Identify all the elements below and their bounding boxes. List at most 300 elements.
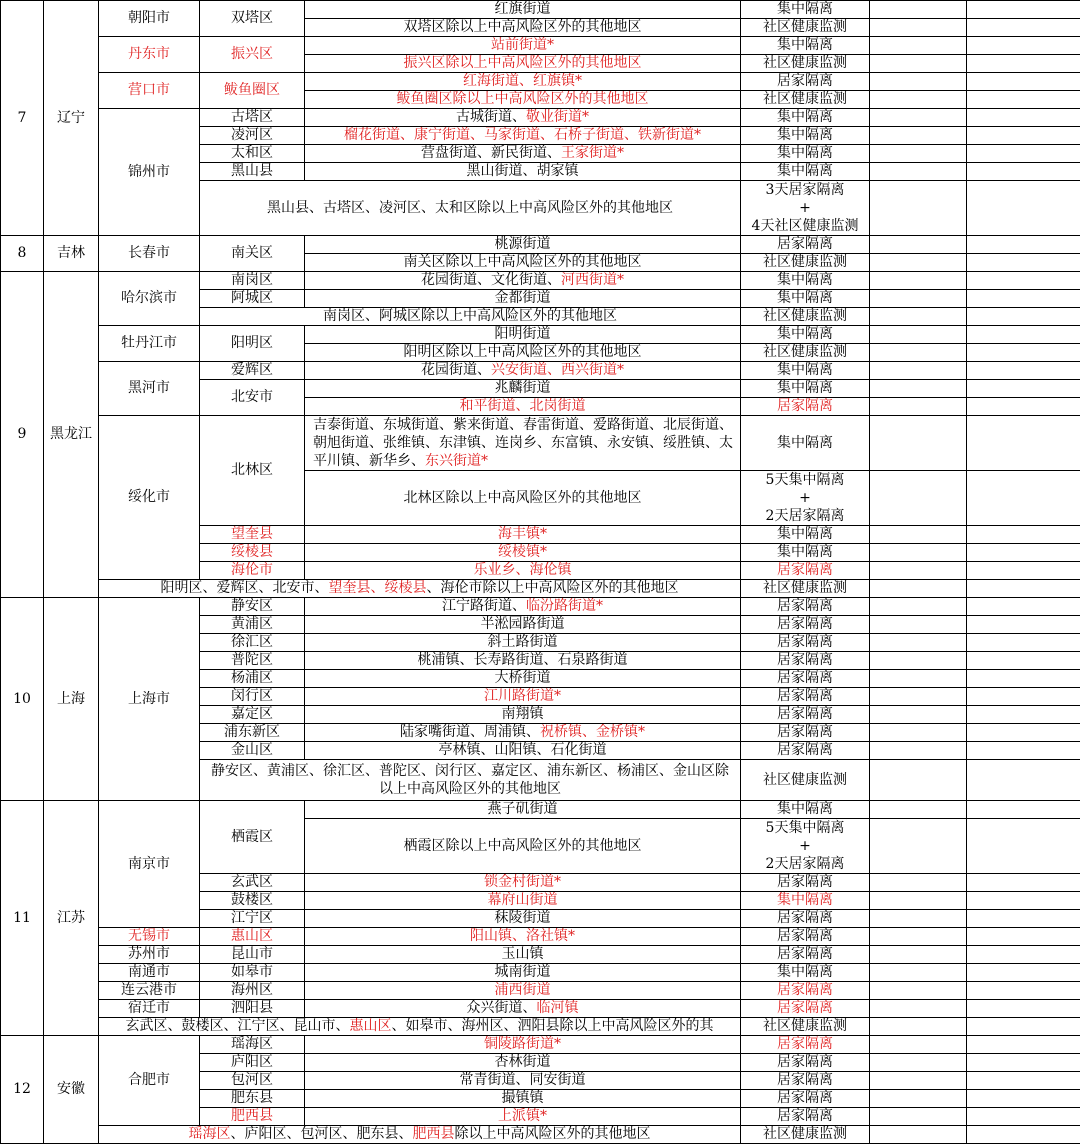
control-measure: 集中隔离 <box>741 544 870 562</box>
area: 兆麟街道 <box>305 380 741 398</box>
empty-cell <box>967 416 1080 471</box>
control-measure: 社区健康监测 <box>741 308 870 326</box>
control-measure: 集中隔离 <box>741 380 870 398</box>
area: 燕子矶街道 <box>305 801 741 819</box>
city: 合肥市 <box>99 1036 200 1126</box>
empty-cell <box>967 236 1080 254</box>
high-risk-text: 临汾路街道* <box>526 598 603 614</box>
empty-cell <box>967 688 1080 706</box>
table-row <box>1 964 1080 982</box>
empty-cell <box>870 652 967 670</box>
empty-cell <box>870 801 967 819</box>
table-row <box>1 236 1080 254</box>
province: 黑龙江 <box>44 272 99 598</box>
district: 黑山县 <box>200 163 305 181</box>
empty-cell <box>870 1000 967 1018</box>
area: 红旗街道 <box>305 1 741 19</box>
district: 阳明区 <box>200 326 305 362</box>
district: 嘉定区 <box>200 706 305 724</box>
area <box>305 874 741 892</box>
district: 振兴区 <box>200 37 305 73</box>
row-number: 7 <box>1 1 44 236</box>
district: 泗阳县 <box>200 1000 305 1018</box>
empty-cell <box>870 1072 967 1090</box>
area: 众兴街道、临河镇 <box>305 1000 741 1018</box>
area: 黑山街道、胡家镇 <box>305 163 741 181</box>
area: 半淞园路街道 <box>305 616 741 634</box>
control-measure: 社区健康监测 <box>741 760 870 801</box>
area <box>305 892 741 910</box>
empty-cell <box>967 380 1080 398</box>
control-measure: 居家隔离 <box>741 398 870 416</box>
area: 古城街道、敬业街道* <box>305 109 741 127</box>
empty-cell <box>870 1108 967 1126</box>
district: 昆山市 <box>200 946 305 964</box>
area: 江宁路街道、临汾路街道* <box>305 598 741 616</box>
area <box>305 1108 741 1126</box>
city: 绥化市 <box>99 416 200 580</box>
empty-cell <box>870 344 967 362</box>
empty-cell <box>967 344 1080 362</box>
control-measure: 居家隔离 <box>741 946 870 964</box>
empty-cell <box>967 580 1080 598</box>
district: 静安区 <box>200 598 305 616</box>
area <box>305 688 741 706</box>
control-measure: 居家隔离 <box>741 706 870 724</box>
district: 庐阳区 <box>200 1054 305 1072</box>
empty-cell <box>967 1126 1080 1144</box>
empty-cell <box>967 398 1080 416</box>
table-row <box>1 37 1080 55</box>
control-measure: 居家隔离 <box>741 236 870 254</box>
empty-cell <box>870 380 967 398</box>
city: 南通市 <box>99 964 200 982</box>
control-measure: 5天集中隔离 + 2天居家隔离 <box>741 819 870 874</box>
high-risk-text: 河西街道* <box>561 272 624 288</box>
high-risk-text: 阳山镇、洛社镇* <box>470 928 575 944</box>
empty-cell <box>870 55 967 73</box>
area: 南岗区、阿城区除以上中高风险区外的其他地区 <box>200 308 741 326</box>
city: 牡丹江市 <box>99 326 200 362</box>
district: 瑶海区 <box>200 1036 305 1054</box>
empty-cell <box>870 127 967 145</box>
empty-cell <box>870 181 967 236</box>
table-row <box>1 272 1080 290</box>
empty-cell <box>870 1054 967 1072</box>
district: 古塔区 <box>200 109 305 127</box>
table-row <box>1 1126 1080 1144</box>
empty-cell <box>967 1036 1080 1054</box>
control-measure: 社区健康监测 <box>741 254 870 272</box>
table-row <box>1 326 1080 344</box>
empty-cell <box>967 109 1080 127</box>
area: 营盘街道、新民街道、王家街道* <box>305 145 741 163</box>
district: 鲅鱼圈区 <box>200 73 305 109</box>
empty-cell <box>870 145 967 163</box>
district: 双塔区 <box>200 1 305 37</box>
empty-cell <box>870 760 967 801</box>
empty-cell <box>967 362 1080 380</box>
area <box>305 982 741 1000</box>
empty-cell <box>967 1018 1080 1036</box>
area: 桃源街道 <box>305 236 741 254</box>
control-measure: 居家隔离 <box>741 1054 870 1072</box>
control-measure: 居家隔离 <box>741 652 870 670</box>
empty-cell <box>967 55 1080 73</box>
empty-cell <box>967 145 1080 163</box>
empty-cell <box>870 946 967 964</box>
control-measure: 集中隔离 <box>741 362 870 380</box>
control-measure: 集中隔离 <box>741 964 870 982</box>
area <box>305 398 741 416</box>
empty-cell <box>870 19 967 37</box>
control-measure: 5天集中隔离 + 2天居家隔离 <box>741 471 870 526</box>
empty-cell <box>967 1090 1080 1108</box>
empty-cell <box>967 874 1080 892</box>
empty-cell <box>870 362 967 380</box>
city: 长春市 <box>99 236 200 272</box>
empty-cell <box>967 91 1080 109</box>
area: 玉山镇 <box>305 946 741 964</box>
province: 吉林 <box>44 236 99 272</box>
area: 秣陵街道 <box>305 910 741 928</box>
area: 振兴区除以上中高风险区外的其他地区 <box>305 55 741 73</box>
empty-cell <box>870 326 967 344</box>
high-risk-text: 幕府山街道 <box>487 892 558 908</box>
empty-cell <box>870 73 967 91</box>
city: 宿迁市 <box>99 1000 200 1018</box>
area: 南关区除以上中高风险区外的其他地区 <box>305 254 741 272</box>
control-measure: 社区健康监测 <box>741 55 870 73</box>
empty-cell <box>967 982 1080 1000</box>
table-row <box>1 801 1080 819</box>
area <box>305 526 741 544</box>
empty-cell <box>967 801 1080 819</box>
row-number: 8 <box>1 236 44 272</box>
empty-cell <box>870 544 967 562</box>
province: 江苏 <box>44 801 99 1036</box>
area: 撮镇镇 <box>305 1090 741 1108</box>
area: 榴花街道、康宁街道、马家街道、石桥子街道、铁新街道* <box>305 127 741 145</box>
empty-cell <box>870 290 967 308</box>
empty-cell <box>967 1072 1080 1090</box>
empty-cell <box>967 892 1080 910</box>
control-measure: 集中隔离 <box>741 1 870 19</box>
district: 南关区 <box>200 236 305 272</box>
area: 大桥街道 <box>305 670 741 688</box>
control-measure: 居家隔离 <box>741 634 870 652</box>
district: 栖霞区 <box>200 801 305 874</box>
empty-cell <box>870 1018 967 1036</box>
empty-cell <box>967 1 1080 19</box>
empty-cell <box>870 819 967 874</box>
control-measure: 居家隔离 <box>741 670 870 688</box>
province: 安徽 <box>44 1036 99 1144</box>
empty-cell <box>967 526 1080 544</box>
empty-cell <box>870 616 967 634</box>
empty-cell <box>870 109 967 127</box>
empty-cell <box>967 471 1080 526</box>
control-measure: 居家隔离 <box>741 724 870 742</box>
area: 鲅鱼圈区除以上中高风险区外的其他地区 <box>305 91 741 109</box>
empty-cell <box>967 308 1080 326</box>
area: 金都街道 <box>305 290 741 308</box>
control-measure: 社区健康监测 <box>741 344 870 362</box>
area: 双塔区除以上中高风险区外的其他地区 <box>305 19 741 37</box>
empty-cell <box>967 910 1080 928</box>
city: 上海市 <box>99 598 200 801</box>
control-measure: 居家隔离 <box>741 688 870 706</box>
city: 朝阳市 <box>99 1 200 37</box>
area: 陆家嘴街道、周浦镇、祝桥镇、金桥镇* <box>305 724 741 742</box>
empty-cell <box>870 254 967 272</box>
district: 海伦市 <box>200 562 305 580</box>
area <box>305 1036 741 1054</box>
table-row <box>1 1018 1080 1036</box>
area: 阳明街道 <box>305 326 741 344</box>
empty-cell <box>870 598 967 616</box>
area: 阳明区、爱辉区、北安市、望奎县、绥棱县、海伦市除以上中高风险区外的其他地区 <box>99 580 741 598</box>
district: 肥西县 <box>200 1108 305 1126</box>
control-measure: 集中隔离 <box>741 416 870 471</box>
empty-cell <box>967 19 1080 37</box>
district: 杨浦区 <box>200 670 305 688</box>
empty-cell <box>870 471 967 526</box>
province: 上海 <box>44 598 99 801</box>
empty-cell <box>870 526 967 544</box>
district: 徐汇区 <box>200 634 305 652</box>
empty-cell <box>967 181 1080 236</box>
area: 玄武区、鼓楼区、江宁区、昆山市、惠山区、如皋市、海州区、泗阳县除以上中高风险区外的其 <box>99 1018 741 1036</box>
table-row <box>1 1036 1080 1054</box>
city: 南京市 <box>99 801 200 928</box>
district: 阿城区 <box>200 290 305 308</box>
control-measure: 居家隔离 <box>741 73 870 91</box>
area: 城南街道 <box>305 964 741 982</box>
empty-cell <box>967 544 1080 562</box>
empty-cell <box>870 37 967 55</box>
city: 营口市 <box>99 73 200 109</box>
high-risk-text: 铜陵路街道* <box>484 1036 561 1052</box>
empty-cell <box>967 964 1080 982</box>
control-measure: 集中隔离 <box>741 272 870 290</box>
table-row <box>1 1 1080 19</box>
control-measure: 集中隔离 <box>741 163 870 181</box>
empty-cell <box>967 946 1080 964</box>
table-row <box>1 1000 1080 1018</box>
high-risk-text: 东兴街道* <box>425 453 488 469</box>
control-measure: 集中隔离 <box>741 109 870 127</box>
empty-cell <box>870 1 967 19</box>
control-measure: 集中隔离 <box>741 127 870 145</box>
empty-cell <box>870 634 967 652</box>
high-risk-text: 海丰镇* <box>498 526 547 542</box>
empty-cell <box>870 892 967 910</box>
empty-cell <box>967 163 1080 181</box>
district: 如皋市 <box>200 964 305 982</box>
area: 常青街道、同安街道 <box>305 1072 741 1090</box>
province: 辽宁 <box>44 1 99 236</box>
empty-cell <box>870 1126 967 1144</box>
row-number: 11 <box>1 801 44 1036</box>
area <box>305 544 741 562</box>
city: 无锡市 <box>99 928 200 946</box>
district: 海州区 <box>200 982 305 1000</box>
control-measure: 集中隔离 <box>741 526 870 544</box>
empty-cell <box>967 37 1080 55</box>
control-measure: 居家隔离 <box>741 928 870 946</box>
control-measure: 居家隔离 <box>741 616 870 634</box>
control-measure: 居家隔离 <box>741 1090 870 1108</box>
district: 北林区 <box>200 416 305 526</box>
table-body <box>1 1 1080 1144</box>
control-measure: 居家隔离 <box>741 1000 870 1018</box>
high-risk-text: 兴安街道、西兴街道* <box>491 362 624 378</box>
empty-cell <box>967 254 1080 272</box>
empty-cell <box>967 598 1080 616</box>
control-measure: 社区健康监测 <box>741 580 870 598</box>
empty-cell <box>870 580 967 598</box>
district: 普陀区 <box>200 652 305 670</box>
area: 黑山县、古塔区、凌河区、太和区除以上中高风险区外的其他地区 <box>200 181 741 236</box>
empty-cell <box>870 742 967 760</box>
high-risk-text: 和平街道、北岗街道 <box>459 398 586 414</box>
area: 花园街道、文化街道、河西街道* <box>305 272 741 290</box>
empty-cell <box>870 236 967 254</box>
control-measure: 社区健康监测 <box>741 19 870 37</box>
control-measure: 居家隔离 <box>741 910 870 928</box>
district: 金山区 <box>200 742 305 760</box>
city: 苏州市 <box>99 946 200 964</box>
empty-cell <box>870 562 967 580</box>
control-measure: 居家隔离 <box>741 1072 870 1090</box>
empty-cell <box>870 91 967 109</box>
empty-cell <box>870 688 967 706</box>
row-number: 10 <box>1 598 44 801</box>
control-measure: 居家隔离 <box>741 742 870 760</box>
control-measure: 社区健康监测 <box>741 91 870 109</box>
table-row <box>1 946 1080 964</box>
high-risk-text: 绥棱镇* <box>498 544 547 560</box>
high-risk-text: 祝桥镇、金桥镇* <box>540 724 645 740</box>
control-measure: 集中隔离 <box>741 801 870 819</box>
area: 北林区除以上中高风险区外的其他地区 <box>305 471 741 526</box>
table-row <box>1 580 1080 598</box>
empty-cell <box>870 308 967 326</box>
empty-cell <box>870 272 967 290</box>
district: 黄浦区 <box>200 616 305 634</box>
district: 包河区 <box>200 1072 305 1090</box>
control-measure: 集中隔离 <box>741 892 870 910</box>
district: 玄武区 <box>200 874 305 892</box>
empty-cell <box>967 706 1080 724</box>
control-measure: 集中隔离 <box>741 37 870 55</box>
district: 太和区 <box>200 145 305 163</box>
empty-cell <box>967 742 1080 760</box>
control-measure: 居家隔离 <box>741 1036 870 1054</box>
table-row <box>1 73 1080 91</box>
control-measure: 3天居家隔离 + 4天社区健康监测 <box>741 181 870 236</box>
area: 亭林镇、山阳镇、石化街道 <box>305 742 741 760</box>
high-risk-text: 江川路街道* <box>484 688 561 704</box>
district: 望奎县 <box>200 526 305 544</box>
table-row <box>1 109 1080 127</box>
table-row <box>1 362 1080 380</box>
area: 吉泰街道、东城街道、紫来街道、春雷街道、爱路街道、北辰街道、朝旭街道、张维镇、东津镇、连岗乡、东富镇、永安镇、绥胜镇、太平川镇、新华乡、东兴街道* <box>305 416 741 471</box>
area: 阳明区除以上中高风险区外的其他地区 <box>305 344 741 362</box>
area: 静安区、黄浦区、徐汇区、普陀区、闵行区、嘉定区、浦东新区、杨浦区、金山区除以上中高风险区外的其他地区 <box>200 760 741 801</box>
empty-cell <box>870 874 967 892</box>
district: 闵行区 <box>200 688 305 706</box>
area <box>305 562 741 580</box>
district: 肥东县 <box>200 1090 305 1108</box>
empty-cell <box>967 127 1080 145</box>
empty-cell <box>967 928 1080 946</box>
area: 桃浦镇、长寿路街道、石泉路街道 <box>305 652 741 670</box>
empty-cell <box>967 652 1080 670</box>
table-row <box>1 928 1080 946</box>
empty-cell <box>967 1000 1080 1018</box>
row-number: 12 <box>1 1036 44 1144</box>
area: 斜土路街道 <box>305 634 741 652</box>
table-row <box>1 982 1080 1000</box>
control-measure: 集中隔离 <box>741 290 870 308</box>
empty-cell <box>870 706 967 724</box>
empty-cell <box>870 163 967 181</box>
control-measure: 集中隔离 <box>741 326 870 344</box>
empty-cell <box>870 1090 967 1108</box>
high-risk-text: 临河镇 <box>536 1000 579 1016</box>
area: 瑶海区、庐阳区、包河区、肥东县、肥西县除以上中高风险区外的其他地区 <box>99 1126 741 1144</box>
high-risk-text: 浦西街道 <box>494 982 551 998</box>
empty-cell <box>870 964 967 982</box>
city: 黑河市 <box>99 362 200 416</box>
control-measure: 居家隔离 <box>741 598 870 616</box>
control-measure: 社区健康监测 <box>741 1018 870 1036</box>
high-risk-text: 上派镇* <box>498 1108 547 1124</box>
empty-cell <box>870 398 967 416</box>
control-measure: 集中隔离 <box>741 145 870 163</box>
area <box>305 928 741 946</box>
district: 绥棱县 <box>200 544 305 562</box>
district: 惠山区 <box>200 928 305 946</box>
high-risk-text: 乐业乡、海伦镇 <box>473 562 572 578</box>
empty-cell <box>870 416 967 471</box>
district: 凌河区 <box>200 127 305 145</box>
empty-cell <box>870 670 967 688</box>
empty-cell <box>967 670 1080 688</box>
empty-cell <box>967 760 1080 801</box>
city: 哈尔滨市 <box>99 272 200 326</box>
area: 花园街道、兴安街道、西兴街道* <box>305 362 741 380</box>
empty-cell <box>870 910 967 928</box>
district: 南岗区 <box>200 272 305 290</box>
empty-cell <box>870 928 967 946</box>
empty-cell <box>870 724 967 742</box>
district: 北安市 <box>200 380 305 416</box>
empty-cell <box>870 982 967 1000</box>
city: 锦州市 <box>99 109 200 236</box>
district: 浦东新区 <box>200 724 305 742</box>
area: 杏林街道 <box>305 1054 741 1072</box>
control-measure: 居家隔离 <box>741 874 870 892</box>
table-row <box>1 598 1080 616</box>
area: 红海街道、红旗镇* <box>305 73 741 91</box>
empty-cell <box>967 1108 1080 1126</box>
empty-cell <box>967 73 1080 91</box>
empty-cell <box>967 326 1080 344</box>
control-measure: 居家隔离 <box>741 562 870 580</box>
